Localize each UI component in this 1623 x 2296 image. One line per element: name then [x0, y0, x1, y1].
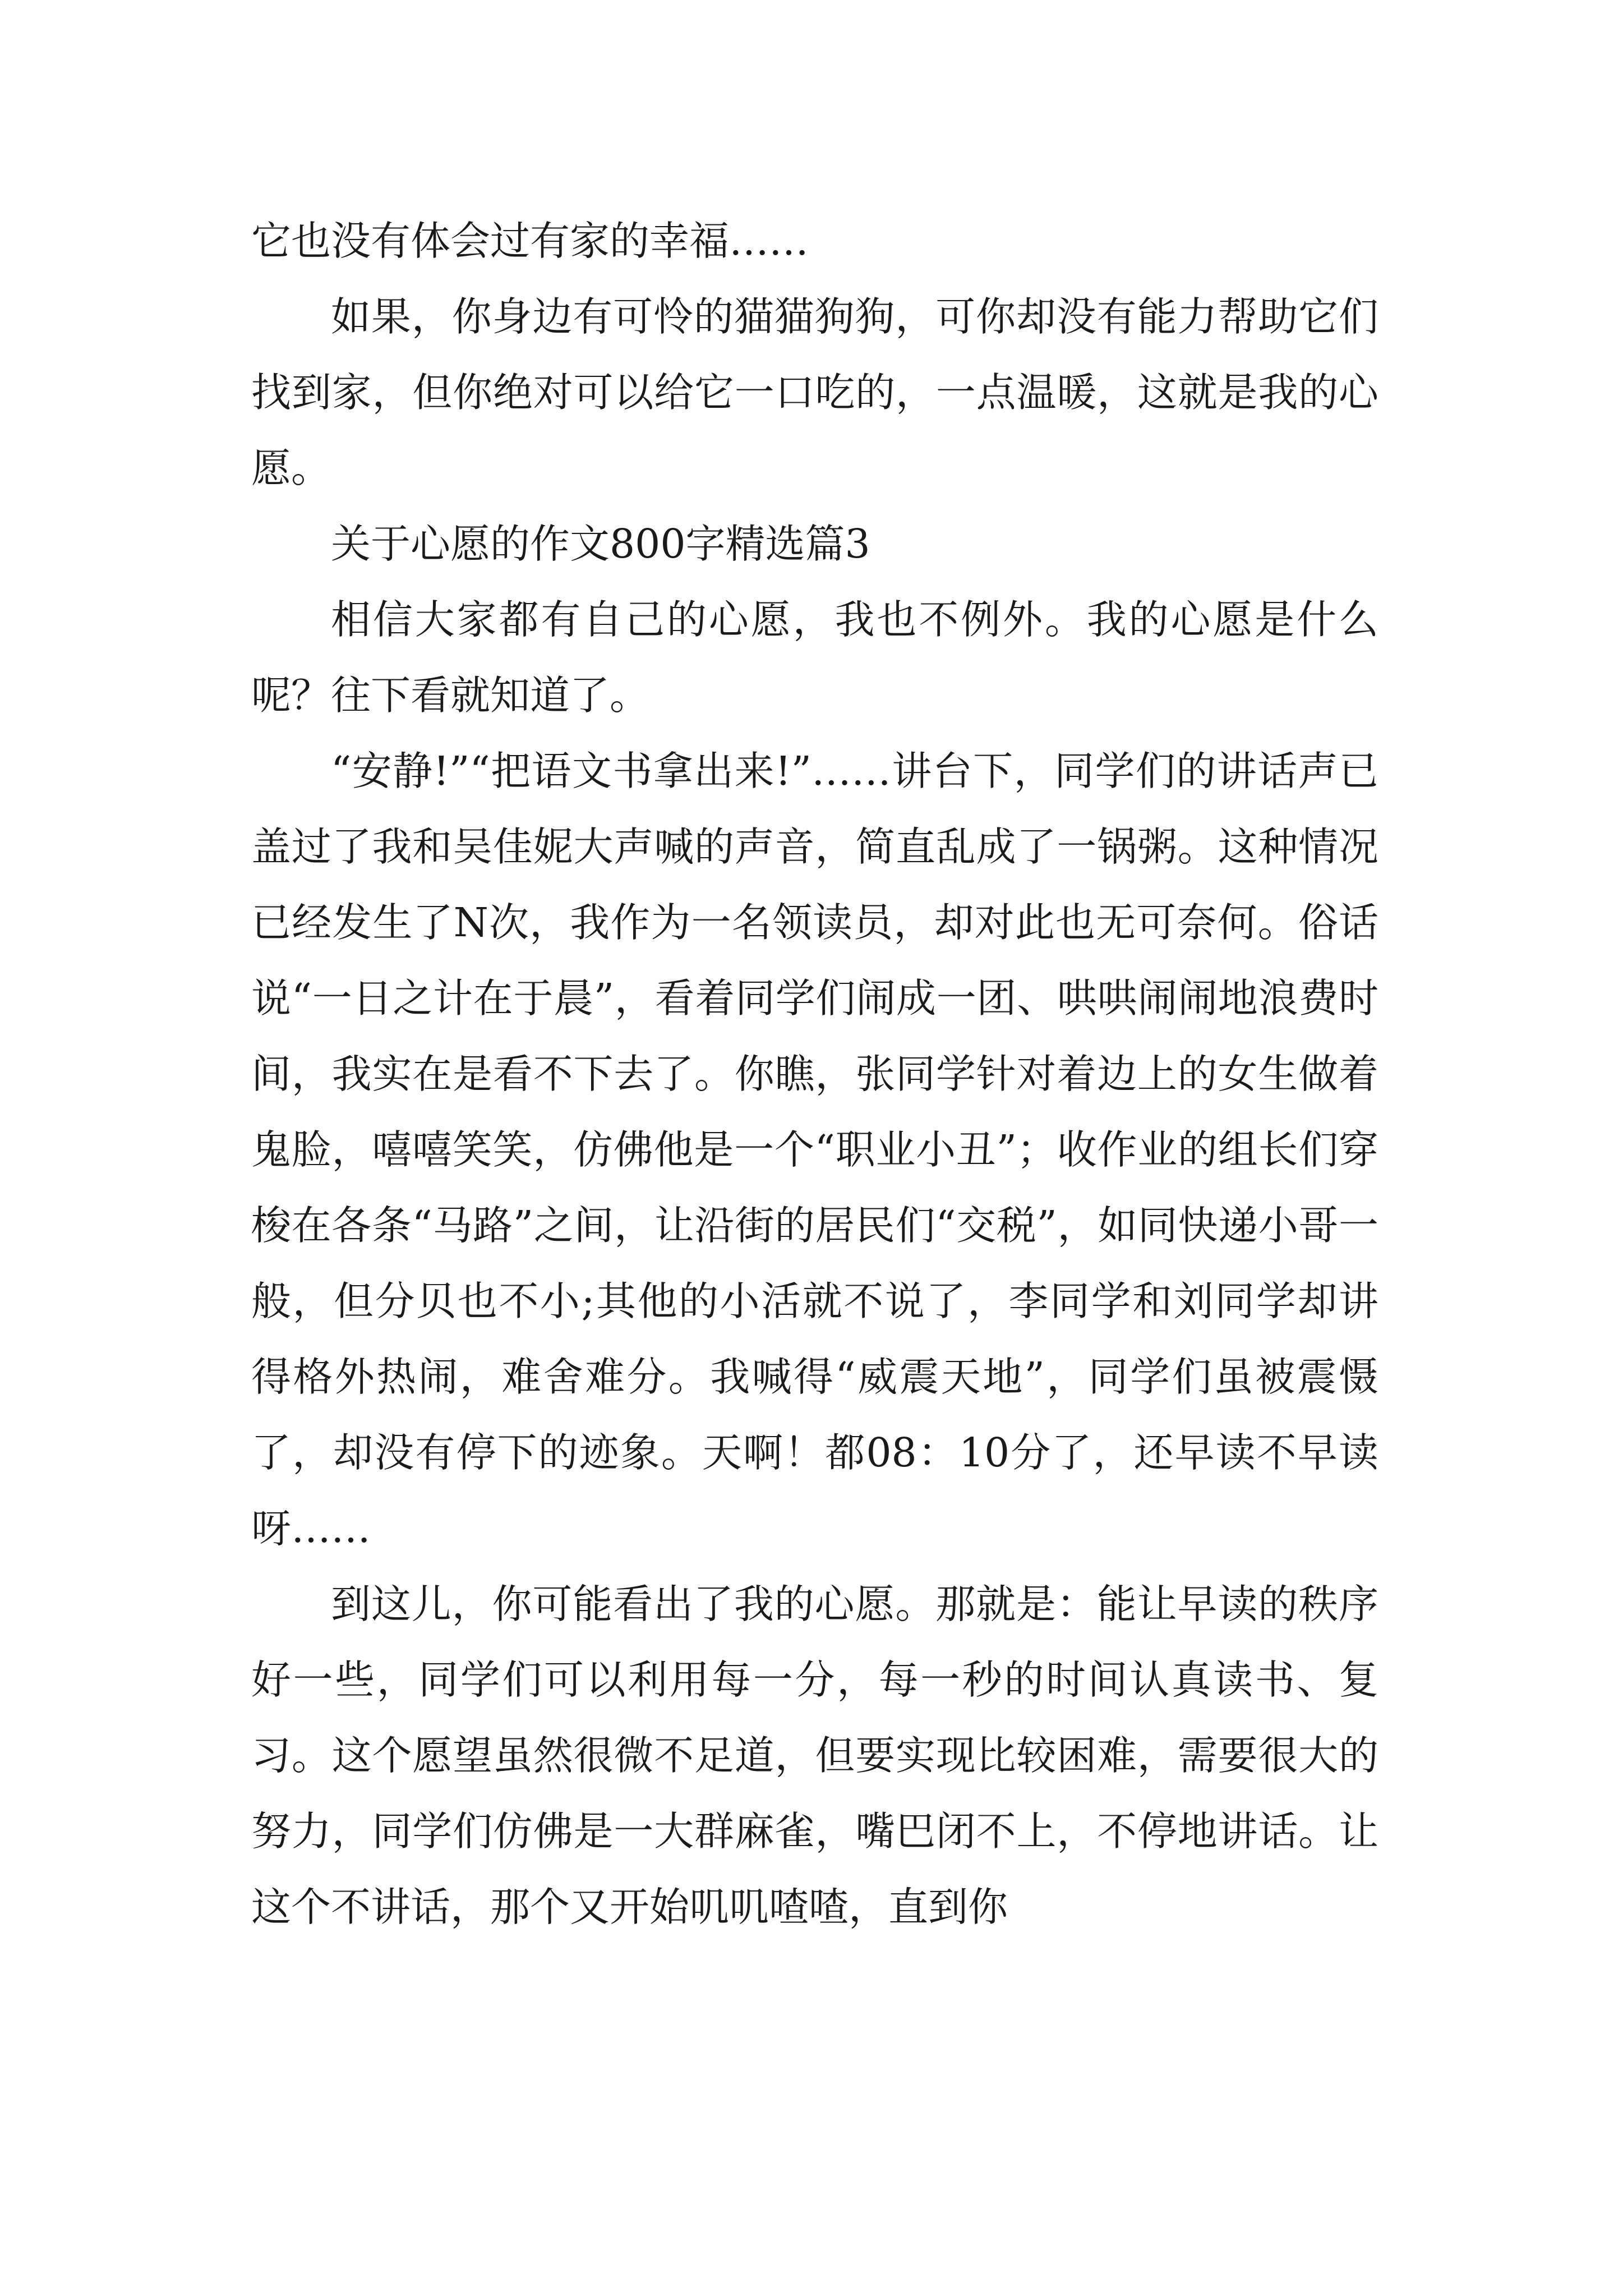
paragraph: 如果，你身边有可怜的猫猫狗狗，可你却没有能力帮助它们找到家，但你绝对可以给它一口吃的，一点温暖，这就是我的心愿。 [251, 293, 1378, 491]
paragraph: “安静!”“把语文书拿出来!”……讲台下，同学们的讲话声已盖过了我和吴佳妮大声喊的声音，简直乱成了一锅粥。这种情况已经发生了N次，我作为一名领读员，却对此也无可奈何。俗话说“一日之计在于晨”，看着同学们闹成一团、哄哄闹闹地浪费时间，我实在是看不下去了。你瞧，张同学针对着边上的女生做着鬼脸，嘻嘻笑笑，仿佛他是一个“职业小丑”；收作业的组长们穿梭在各条“马路”之间，让沿街的居民们“交税”，如同快递小哥一般，但分贝也不小;其他的小活就不说了，李同学和刘同学却讲得格外热闹，难舍难分。我喊得“威震天地”，同学们虽被震慑了，却没有停下的迹象。天啊！都08：10分了，还早读不早读呀…… [251, 748, 1378, 1552]
paragraph: 相信大家都有自己的心愿，我也不例外。我的心愿是什么呢？往下看就知道了。 [251, 596, 1378, 719]
paragraph-continuation: 它也没有体会过有家的幸福…… [251, 218, 809, 264]
document-body [251, 203, 1378, 1945]
paragraph: 到这儿，你可能看出了我的心愿。那就是：能让早读的秩序好一些，同学们可以利用每一分，每一秒的时间认真读书、复习。这个愿望虽然很微不足道，但要实现比较困难，需要很大的努力，同学们仿佛是一大群麻雀，嘴巴闭不上，不停地讲话。让这个不讲话，那个又开始叽叽喳喳，直到你 [251, 1581, 1378, 1930]
section-heading: 关于心愿的作文800字精选篇3 [331, 521, 870, 567]
